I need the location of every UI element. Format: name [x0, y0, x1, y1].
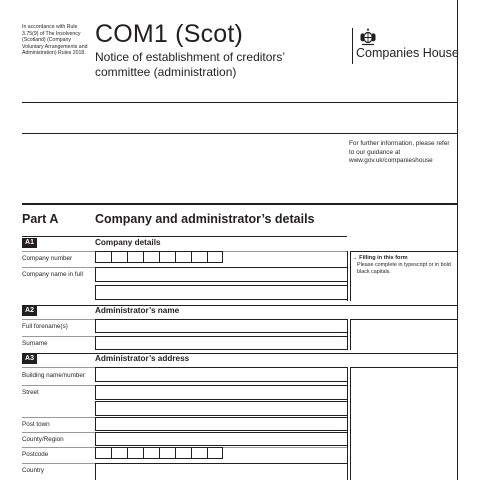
filling-note-title: → Filling in this form: [352, 255, 408, 261]
header-rule-1: [22, 102, 457, 103]
postcode-char-box[interactable]: [191, 447, 207, 459]
company-number-char-box[interactable]: [143, 251, 159, 263]
postcode-char-box[interactable]: [175, 447, 191, 459]
header-rule-2: [22, 133, 457, 134]
street-label: Street: [22, 389, 39, 396]
company-number-char-box[interactable]: [111, 251, 127, 263]
section-title-company-details: Company details: [95, 238, 161, 247]
form-code: COM1 (Scot): [95, 20, 244, 48]
a2-rule: [22, 305, 457, 306]
forenames-label: Full forename(s): [22, 323, 68, 330]
part-a-rule: [22, 203, 457, 205]
section-tag-a2: A2: [22, 306, 37, 316]
company-number-char-box[interactable]: [191, 251, 207, 263]
a3-rule: [22, 353, 457, 354]
page-right-rule: [457, 0, 458, 480]
part-a-label: Part A: [22, 212, 59, 226]
filling-note-body: Please complete in typescript or in bold black capitals.: [357, 262, 451, 275]
section-tag-a1: A1: [22, 238, 37, 248]
building-label: Building name/number: [22, 372, 86, 379]
postcode-char-box[interactable]: [159, 447, 175, 459]
logo-divider: [352, 28, 353, 64]
company-number-label: Company number: [22, 255, 73, 262]
surname-label: Surname: [22, 340, 48, 347]
postcode-char-box[interactable]: [207, 447, 223, 459]
company-name-field-line-1[interactable]: [95, 267, 347, 282]
form-title: Notice of establishment of creditors’ committee (administration): [95, 50, 285, 79]
royal-crest-icon: [358, 27, 378, 47]
section-tag-a3: A3: [22, 354, 37, 364]
postcode-char-box[interactable]: [95, 447, 111, 459]
company-number-char-box[interactable]: [159, 251, 175, 263]
county-label: County/Region: [22, 436, 64, 443]
company-number-char-box[interactable]: [95, 251, 111, 263]
a1-right-divider: [347, 251, 348, 301]
legal-reference: In accordance with Rule 3.75(9) of The Insolvency (Scotland) (Company Voluntary Arrangements and Administration) Rules 2018.: [22, 24, 88, 57]
a3-note-box: [350, 367, 457, 480]
company-number-char-box[interactable]: [175, 251, 191, 263]
postcode-char-box[interactable]: [127, 447, 143, 459]
company-number-char-box[interactable]: [207, 251, 223, 263]
a2-note-box: [350, 319, 457, 350]
guidance-text: For further information, please refer to our guidance at www.gov.uk/companieshouse: [349, 140, 450, 165]
part-a-title: Company and administrator’s details: [95, 212, 315, 226]
street-field-line-1[interactable]: [95, 385, 347, 400]
surname-field[interactable]: [95, 336, 347, 350]
company-number-char-box[interactable]: [127, 251, 143, 263]
postcode-label: Postcode: [22, 451, 49, 458]
country-field[interactable]: [95, 463, 347, 480]
section-title-administrator-name: Administrator’s name: [95, 306, 180, 315]
companies-house-logo: [352, 28, 459, 64]
postcode-input[interactable]: [95, 447, 223, 460]
county-field[interactable]: [95, 432, 347, 446]
postcode-char-box[interactable]: [143, 447, 159, 459]
country-label: Country: [22, 467, 45, 474]
forenames-field[interactable]: [95, 319, 347, 333]
a3-right-divider: [347, 367, 348, 480]
section-title-administrator-address: Administrator’s address: [95, 354, 190, 363]
company-name-field-line-2[interactable]: [95, 285, 347, 300]
a2-right-divider: [347, 319, 348, 350]
company-number-input[interactable]: [95, 251, 223, 264]
street-field-line-2[interactable]: [95, 401, 347, 416]
postcode-char-box[interactable]: [111, 447, 127, 459]
post-town-label: Post town: [22, 421, 50, 428]
a1-rule: [22, 236, 347, 237]
company-name-label: Company name in full: [22, 271, 83, 278]
organisation-name: Companies House: [356, 46, 459, 60]
post-town-field[interactable]: [95, 417, 347, 431]
building-field[interactable]: [95, 367, 347, 382]
